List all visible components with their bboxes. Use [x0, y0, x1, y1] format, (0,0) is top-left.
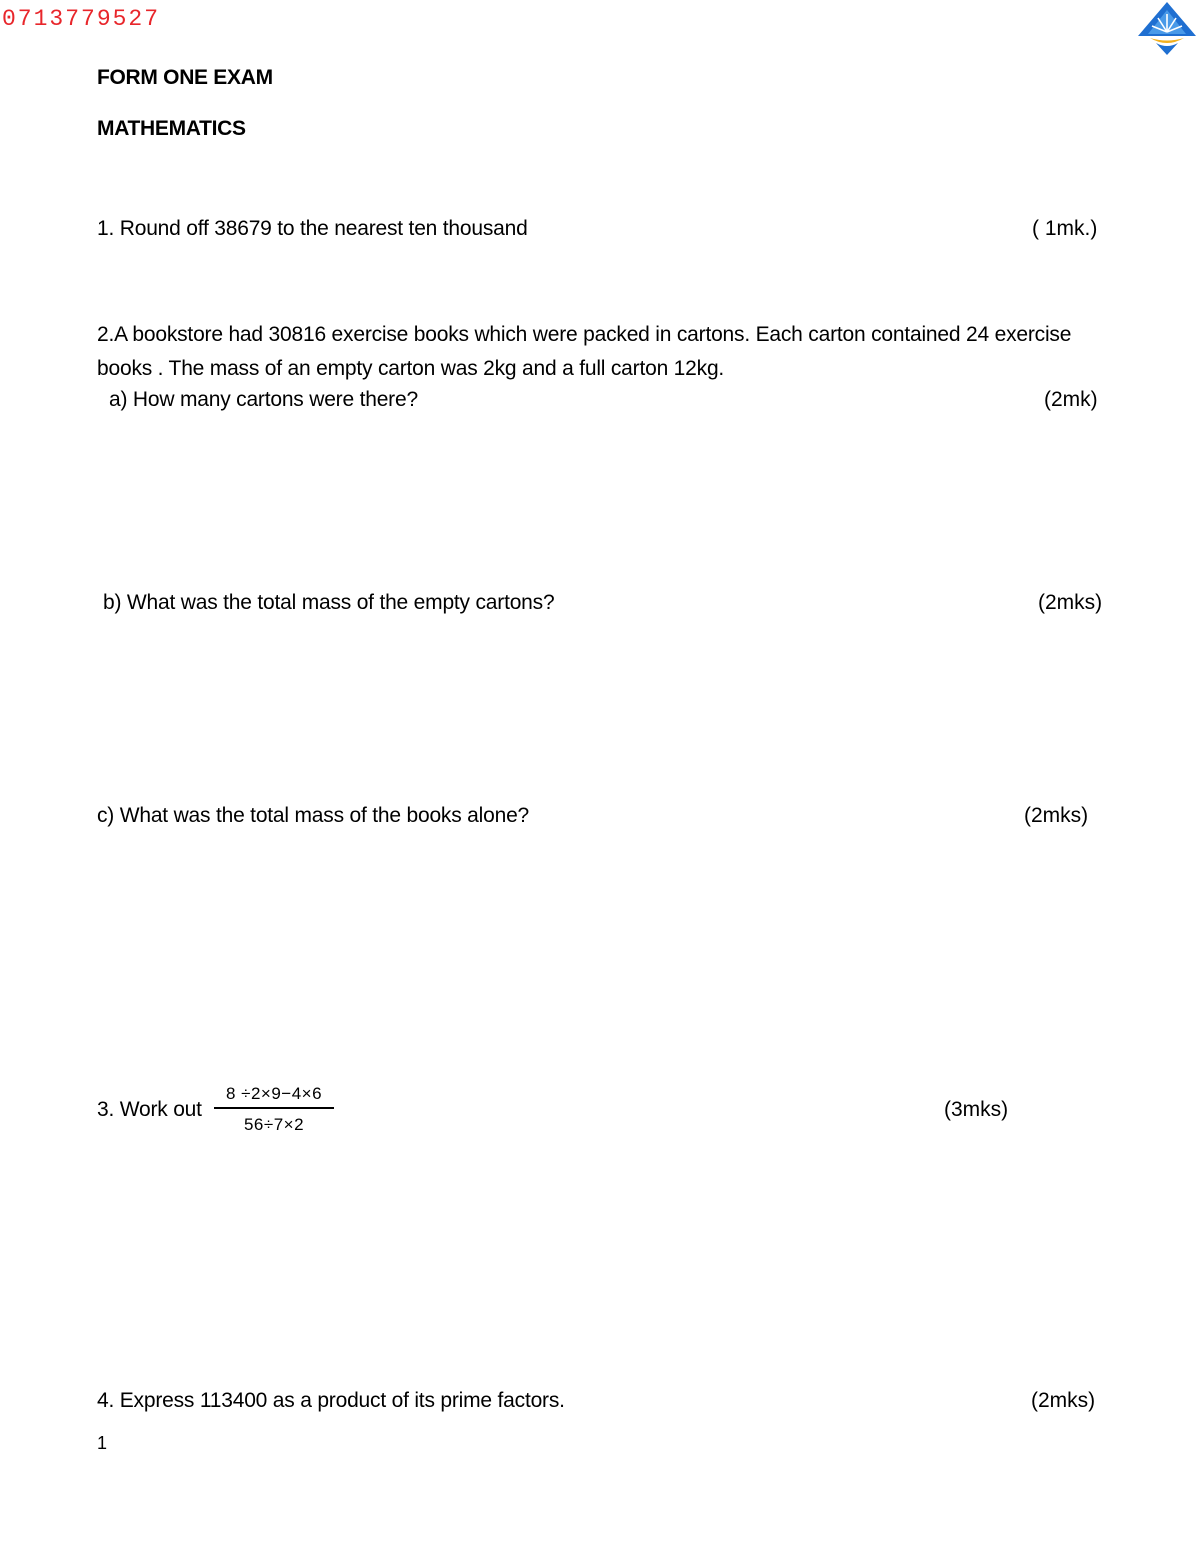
question-4-marks: (2mks): [1031, 1389, 1096, 1412]
question-4-text: 4. Express 113400 as a product of its prime factors.: [97, 1389, 565, 1412]
question-3-fraction: [214, 1084, 334, 1135]
fraction-numerator: 8 ÷2×9−4×6: [225, 1084, 323, 1103]
question-2a-text: a) How many cartons were there?: [109, 388, 418, 411]
question-1-marks: ( 1mk.): [1032, 217, 1098, 240]
question-1-text: 1. Round off 38679 to the nearest ten thousand: [97, 217, 528, 240]
question-2b-text: b) What was the total mass of the empty cartons?: [103, 591, 555, 614]
question-3-marks: (3mks): [944, 1098, 1009, 1121]
question-2c-text: c) What was the total mass of the books alone?: [97, 804, 530, 827]
page-number: 1: [97, 1433, 108, 1453]
phone-number: 0713779527: [2, 6, 161, 32]
subject-title: MATHEMATICS: [97, 117, 246, 140]
question-2b-marks: (2mks): [1038, 591, 1103, 614]
question-2c-marks: (2mks): [1024, 804, 1089, 827]
question-2a-marks: (2mk): [1044, 388, 1098, 411]
fraction-denominator: 56÷7×2: [243, 1115, 305, 1134]
question-3-text: 3. Work out: [97, 1098, 202, 1121]
exam-title: FORM ONE EXAM: [97, 66, 273, 89]
logo-icon: [1136, 2, 1198, 56]
question-2-text: 2.A bookstore had 30816 exercise books which were packed in cartons. Each carton contained 24 exercise books . The mass of an empty carton was 2kg and a full carton 12kg.: [97, 323, 1072, 380]
